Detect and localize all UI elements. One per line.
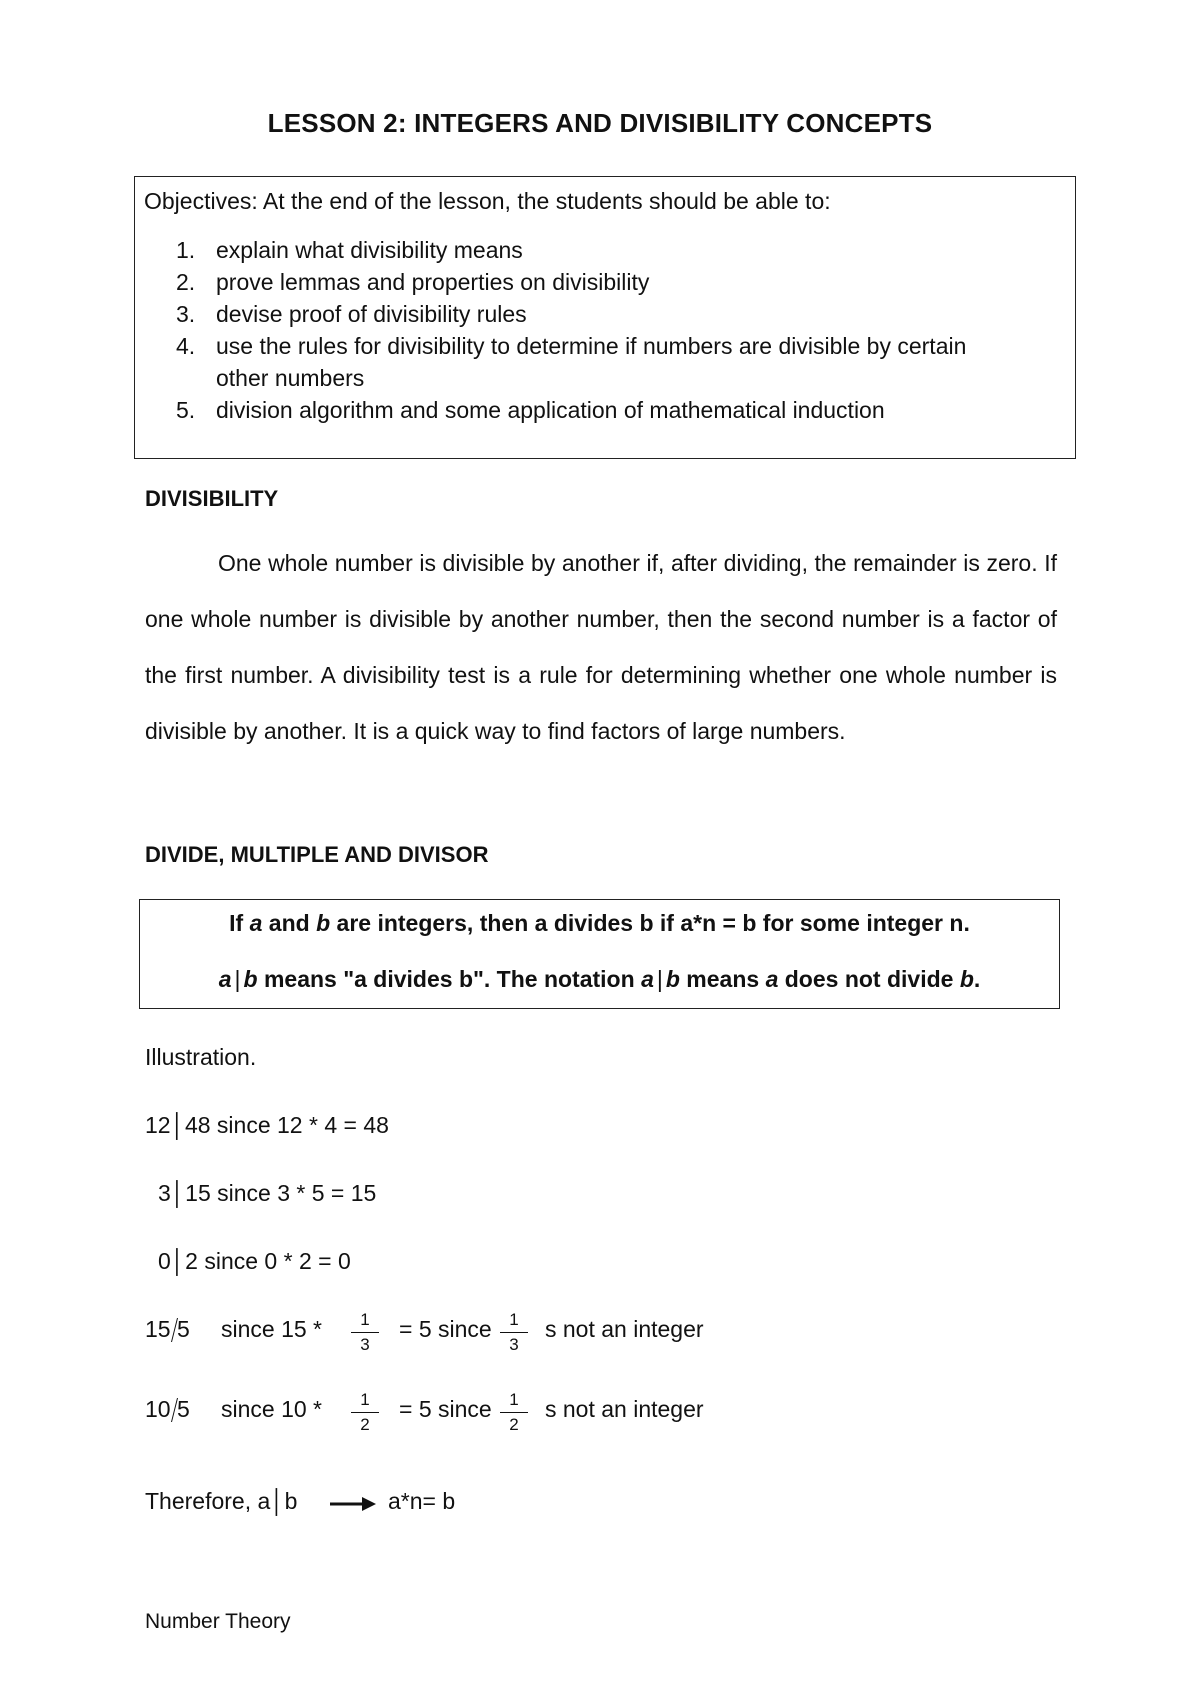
- objective-text: other numbers: [216, 365, 365, 391]
- example-2: 3│15 since 3 * 5 = 15: [158, 1180, 377, 1206]
- example-1: 12│48 since 12 * 4 = 48: [145, 1112, 389, 1138]
- divisibility-text: One whole number is divisible by another if, after dividing, the remainder is zero. If one whole number is divisible by another number, then the second number is a factor of the first number. A divisibility test is a rule for determining whether one whole number is divisible by another. It is a quick way to find factors of large numbers.: [145, 550, 1057, 744]
- fraction-one-third: 1 3: [500, 1310, 528, 1355]
- objective-number: 2.: [176, 269, 196, 295]
- page-footer: Number Theory: [145, 1610, 291, 1633]
- fraction-one-half: 1 2: [500, 1390, 528, 1435]
- objective-number: 3.: [176, 301, 196, 327]
- objective-text: devise proof of divisibility rules: [216, 301, 527, 327]
- example-5: 10 5 since 10 * = 5 since s not an integer: [145, 1396, 704, 1422]
- divide-multiple-divisor-heading: DIVIDE, MULTIPLE AND DIVISOR: [145, 842, 489, 867]
- fraction-one-half: 1 2: [351, 1390, 379, 1435]
- not-divides-symbol: [171, 1396, 177, 1423]
- fraction-one-third: 1 3: [351, 1310, 379, 1355]
- definition-line-2: a | b means "a divides b". The notation a | b means a does not divide b.: [218, 966, 981, 992]
- objective-text: division algorithm and some application of mathematical induction: [216, 397, 885, 423]
- objective-number: 5.: [176, 397, 196, 423]
- not-divides-symbol: [171, 1316, 177, 1343]
- divisibility-heading: DIVISIBILITY: [145, 486, 279, 511]
- objective-number: 1.: [176, 237, 196, 263]
- objective-number: 4.: [176, 333, 196, 359]
- lesson-title: LESSON 2: INTEGERS AND DIVISIBILITY CONCEPTS: [267, 108, 933, 138]
- objective-text: explain what divisibility means: [216, 237, 523, 263]
- objective-text: use the rules for divisibility to determine if numbers are divisible by certain: [216, 333, 967, 359]
- definition-line-1: If a and b are integers, then a divides b if a*n = b for some integer n.: [229, 910, 970, 936]
- arrow-right-icon: [328, 1496, 378, 1512]
- objective-text: prove lemmas and properties on divisibility: [216, 269, 650, 295]
- objectives-intro: Objectives: At the end of the lesson, the students should be able to:: [144, 188, 831, 214]
- divisibility-paragraph: [145, 535, 1057, 759]
- example-4: 15 5 since 15 * = 5 since s not an integer: [145, 1316, 704, 1342]
- therefore-line: Therefore, a│b a*n= b: [145, 1488, 456, 1514]
- example-3: 0│2 since 0 * 2 = 0: [158, 1248, 351, 1274]
- illustration-label: Illustration.: [145, 1044, 257, 1070]
